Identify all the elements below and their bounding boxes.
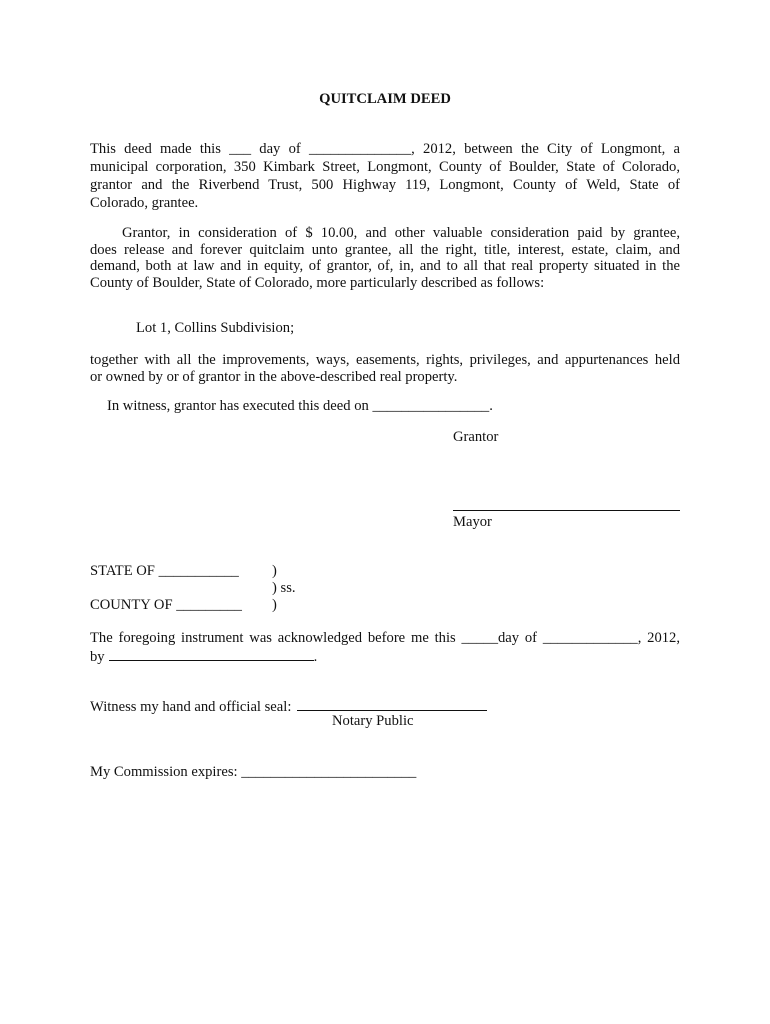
county-of-field: COUNTY OF _________ bbox=[90, 597, 242, 613]
paragraph-line: Grantor, in consideration of $ 10.00, and other valuable consideration paid by grantee, bbox=[122, 225, 680, 241]
by-period: . bbox=[313, 649, 318, 665]
acknowledgment-by-line bbox=[90, 647, 317, 666]
appurtenances-paragraph bbox=[90, 352, 680, 385]
paragraph-line: or owned by or of grantor in the above-described real property. bbox=[90, 368, 458, 385]
paragraph-line: County of Boulder, State of Colorado, more particularly described as follows: bbox=[90, 274, 545, 291]
venue-bracket: ) bbox=[272, 597, 277, 613]
mayor-signature-line[interactable] bbox=[453, 510, 680, 511]
notary-public-label: Notary Public bbox=[332, 713, 414, 729]
mayor-label: Mayor bbox=[453, 514, 492, 530]
legal-description: Lot 1, Collins Subdivision; bbox=[136, 320, 295, 336]
witness-seal-line bbox=[90, 697, 487, 716]
venue-bracket: ) bbox=[272, 563, 277, 579]
acknowledged-by-signature-line[interactable] bbox=[109, 647, 314, 661]
state-of-field: STATE OF ___________ bbox=[90, 563, 239, 579]
witness-statement: In witness, grantor has executed this deed on ________________. bbox=[107, 398, 493, 414]
document-title: QUITCLAIM DEED bbox=[319, 91, 451, 107]
witness-seal-label: Witness my hand and official seal: bbox=[90, 699, 292, 715]
paragraph-line: Colorado, grantee. bbox=[90, 195, 199, 211]
paragraph-line: demand, both at law and in equity, of grantor, of, in, and to all that real property situated in the bbox=[90, 258, 680, 274]
consideration-paragraph bbox=[90, 225, 680, 291]
deed-opening-paragraph bbox=[90, 140, 680, 212]
commission-expires-field: My Commission expires: ________________________ bbox=[90, 764, 417, 780]
acknowledgment-paragraph bbox=[90, 630, 680, 647]
paragraph-line: together with all the improvements, ways, easements, rights, privileges, and appurtenances held bbox=[90, 352, 680, 368]
paragraph-line: This deed made this ___ day of ______________, 2012, between the City of Longmont, a bbox=[90, 141, 680, 157]
acknowledgment-line: The foregoing instrument was acknowledged before me this _____day of _____________, 2012, bbox=[90, 630, 680, 646]
by-label: by bbox=[90, 649, 105, 665]
paragraph-line: grantor and the Riverbend Trust, 500 Highway 119, Longmont, County of Weld, State of bbox=[90, 177, 680, 193]
paragraph-line: does release and forever quitclaim unto grantee, all the right, title, interest, estate, claim, and bbox=[90, 241, 680, 258]
grantor-label: Grantor bbox=[453, 429, 499, 445]
notary-signature-line[interactable] bbox=[297, 697, 487, 711]
venue-ss: ) ss. bbox=[272, 580, 296, 596]
paragraph-line: municipal corporation, 350 Kimbark Street, Longmont, County of Boulder, State of Colorado, bbox=[90, 159, 680, 175]
